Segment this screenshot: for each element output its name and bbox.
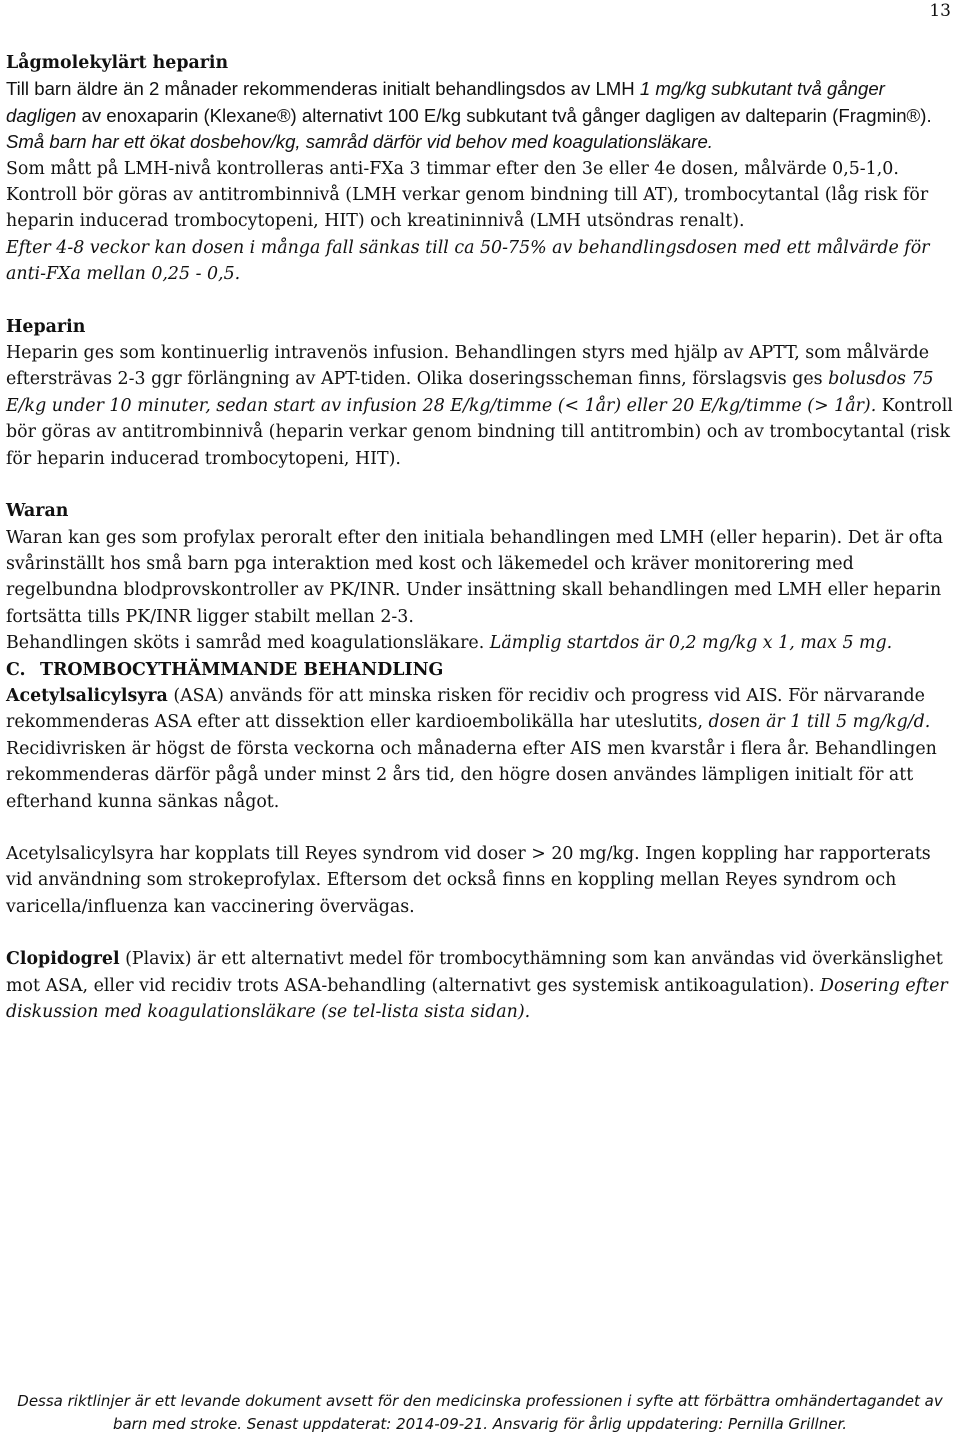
lmh-p1-text-2: av enoxaparin (Klexane®) alternativt 100 E/kg subkutant två gånger dagligen av dalteparin (Fragmin®). bbox=[76, 104, 932, 126]
heparin-text-2: Kontroll bör göras av antitrombinnivå (heparin verkar genom bindning till antitrombin) och av trombocytantal (risk för heparin inducerad trombocytopeni, HIT). bbox=[6, 395, 953, 469]
asa-text: (ASA) används för att minska risken för recidiv och progress vid AIS. För närvarande rekommenderas ASA efter att dissektion eller kardioembolikälla har uteslutits, bbox=[6, 685, 925, 733]
lmh-p3-text: Efter 4-8 veckor kan dosen i många fall sänkas till ca 50-75% av behandlingsdosen med ett målvärde för anti-FXa mellan 0,25 - 0,5. bbox=[6, 237, 930, 285]
section-heading-c bbox=[6, 657, 956, 683]
waran-paragraph-1: Waran kan ges som profylax peroralt efter den initiala behandlingen med LMH (eller heparin). Det är ofta svårinställt hos små barn pga interaktion med kost och läkemedel och kräver monitorering med regelbundna blodprovskontroller av PK/INR. Under insättning skall behandlingen med LMH eller heparin fortsätta tills PK/INR ligger stabilt mellan 2-3. bbox=[6, 527, 943, 627]
lmh-paragraph-3 bbox=[6, 235, 956, 288]
lmh-p1-note: Små barn har ett ökat dosbehov/kg, samråd därför vid behov med koagulationsläkare. bbox=[6, 131, 713, 153]
asa-dose: dosen är 1 till 5 mg/kg/d. bbox=[708, 712, 931, 733]
waran-dose: Lämplig startdos är 0,2 mg/kg x 1, max 5 mg. bbox=[489, 633, 893, 654]
lmh-p1-text: Till barn äldre än 2 månader rekommenderas initialt behandlingsdos av LMH bbox=[6, 78, 640, 100]
asa-paragraph-1 bbox=[6, 683, 956, 815]
asa-paragraph-2: Acetylsalicylsyra har kopplats till Reyes syndrom vid doser > 20 mg/kg. Ingen koppling har rapporterats vid användning som strokeprofylax. Eftersom det också finns en koppling mellan Reyes syndrom och varicella/influenza kan vaccinering övervägas. bbox=[6, 843, 931, 917]
clopidogrel-term: Clopidogrel bbox=[6, 949, 120, 970]
clopidogrel-paragraph bbox=[6, 946, 956, 1025]
page-number: 13 bbox=[929, 1, 951, 21]
clopidogrel-note: Dosering efter diskussion med koagulationsläkare (se tel-lista sista sidan). bbox=[6, 975, 948, 1022]
waran-text: Behandlingen sköts i samråd med koagulationsläkare. bbox=[6, 633, 490, 654]
spacer bbox=[6, 815, 956, 841]
heparin-dose: bolusdos 75 E/kg under 10 minuter, sedan start av infusion 28 E/kg/timme (< 1år) eller 20 E/kg/timme (> 1år). bbox=[6, 369, 934, 416]
spacer bbox=[6, 472, 956, 498]
footer-line-2: barn med stroke. Senast uppdaterat: 2014-09-21. Ansvarig för årlig uppdatering: Pernilla Grillner. bbox=[112, 1415, 848, 1433]
section-letter: C. bbox=[6, 659, 26, 680]
clopidogrel-text: (Plavix) är ett alternativt medel för trombocythämning som kan användas vid överkänslighet mot ASA, eller vid recidiv trots ASA-behandling (alternativt ges systemisk antikoagulation). bbox=[6, 949, 943, 996]
footer-line-1: Dessa riktlinjer är ett levande dokument avsett för den medicinska professionen i syfte att förbättra omhändertagandet av bbox=[17, 1392, 943, 1410]
heading-waran: Waran bbox=[6, 501, 69, 522]
spacer bbox=[6, 288, 956, 314]
heparin-paragraph bbox=[6, 340, 956, 472]
section-title: TROMBOCYTHÄMMANDE BEHANDLING bbox=[40, 659, 444, 680]
lmh-p1-dose: 1 mg/kg subkutant två gånger dagligen bbox=[6, 78, 885, 126]
spacer bbox=[6, 920, 956, 946]
heading-lmh: Lågmolekylärt heparin bbox=[6, 53, 229, 73]
page-footer bbox=[0, 1390, 960, 1436]
asa-text-2: Recidivrisken är högst de första veckorna och månaderna efter AIS men kvarstår i flera år. Behandlingen rekommenderas därför pågå under minst 2 års tid, den högre dosen användes lämpligen initialt för att efterhand kunna sänkas något. bbox=[6, 738, 937, 812]
asa-term: Acetylsalicylsyra bbox=[6, 685, 168, 706]
lmh-paragraph-2: Som mått på LMH-nivå kontrolleras anti-FXa 3 timmar efter den 3e eller 4e dosen, målvärde 0,5-1,0. Kontroll bör göras av antitrombinnivå (LMH verkar genom bindning till AT), trombocytantal (låg risk för heparin inducerad trombocytopeni, HIT) och kreatininnivå (LMH utsöndras renalt). bbox=[6, 158, 929, 232]
heparin-text: Heparin ges som kontinuerlig intravenös infusion. Behandlingen styrs med hjälp av APTT, som målvärde eftersträvas 2-3 ggr förlängning av APT-tiden. Olika doseringsscheman finns, förslagsvis ges bbox=[6, 343, 930, 390]
page-content bbox=[6, 50, 956, 1025]
lmh-paragraph-1 bbox=[6, 76, 956, 155]
heading-heparin: Heparin bbox=[6, 316, 86, 337]
waran-paragraph-2 bbox=[6, 630, 956, 656]
